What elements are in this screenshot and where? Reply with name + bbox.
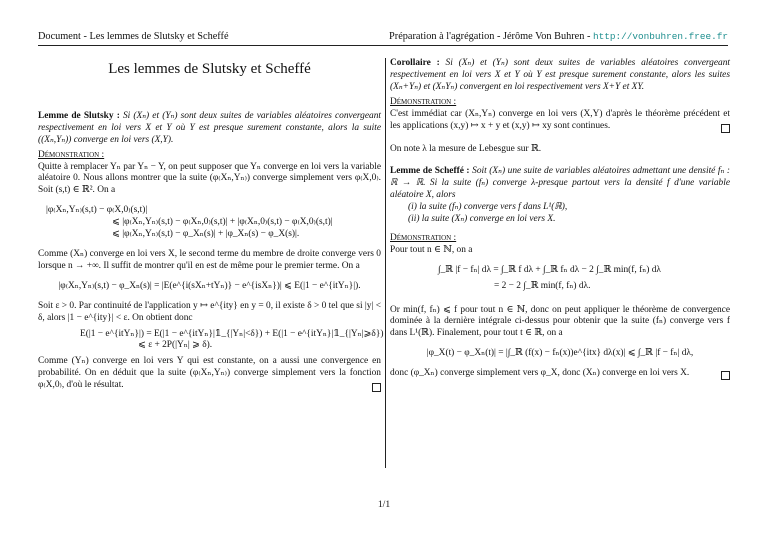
header-rule bbox=[38, 45, 728, 46]
slutsky-equation-1-line-1: |φ₍Xₙ,Yₙ₎(s,t) − φ₍X,0₎(s,t)| bbox=[46, 205, 148, 216]
slutsky-equation-1-line-3: ⩽ |φ₍Xₙ,Yₙ₎(s,t) − φ_Xₙ(s)| + |φ_Xₙ(s) − φ_X(s)|. bbox=[112, 229, 300, 240]
header-right bbox=[389, 31, 728, 45]
slutsky-demo-label: Démonstration : bbox=[38, 149, 105, 160]
corollary-statement: Si (Xₙ) et (Yₙ) sont deux suites de variables aléatoires convergeant respectivement en loi vers X et Y où Y est presque surement constante, alors les suites (Xₙ+Yₙ) et (XₙYₙ) convergent en loi respectivement vers X+Y et XY. bbox=[390, 58, 731, 92]
scheffe-demo-label: Démonstration : bbox=[390, 232, 457, 243]
corollary-heading: Corollaire : bbox=[390, 58, 440, 68]
scheffe-statement: Soit (Xₙ) une suite de variables aléatoires admettant une densité fₙ : ℝ → ℝ. Si la suite (fₙ) converge λ-presque partout vers la densité f d'une variable aléatoire X, alors bbox=[390, 166, 730, 201]
scheffe-paragraph-1: Pour tout n ∈ ℕ, on a bbox=[390, 244, 473, 255]
qed-square-icon bbox=[372, 383, 381, 392]
qed-square-icon bbox=[721, 371, 730, 380]
column-divider bbox=[385, 58, 386, 468]
slutsky-paragraph-2: Comme (Xₙ) converge en loi vers X, le second terme du membre de droite converge vers 0 lorsque n → +∞. Il suffit de montrer qu'il en est de même pour le premier terme. On a bbox=[38, 248, 381, 271]
slutsky-lemma bbox=[38, 111, 381, 147]
header-right-text: Préparation à l'agrégation - Jérôme Von Buhren - bbox=[389, 31, 593, 42]
corollary bbox=[390, 58, 730, 94]
scheffe-lemma bbox=[390, 166, 730, 202]
scheffe-equation-1-line-2: = 2 − 2 ∫_ℝ min(f, fₙ) dλ. bbox=[494, 280, 591, 291]
scheffe-paragraph-2: Or min(f, fₙ) ⩽ f pour tout n ∈ ℕ, donc on peut appliquer le théorème de convergence dominée à la dernière intégrale ci-dessus pour obtenir que la suite (fₙ) converge vers f dans L¹(ℝ). Finalement, pour tout t ∈ ℝ, on a bbox=[390, 304, 730, 339]
slutsky-equation-3-line-2: ⩽ ε + 2P(|Yₙ| ⩾ δ). bbox=[138, 340, 213, 351]
corollary-paragraph-1 bbox=[390, 109, 730, 133]
slutsky-paragraph-4 bbox=[38, 356, 381, 392]
corollary-demo-label: Démonstration : bbox=[390, 96, 457, 107]
right-column bbox=[390, 58, 730, 380]
corollary-paragraph-1-text: C'est immédiat car (Xₙ,Yₙ) converge en loi vers (X,Y) d'après le théorème précédent et les applications (x,y) ↦ x + y et (x,y) ↦ xy sont continues. bbox=[390, 108, 730, 131]
scheffe-equation-2: |φ_X(t) − φ_Xₙ(t)| = |∫_ℝ (f(x) − fₙ(x))e^{itx} dλ(x)| ⩽ ∫_ℝ |f − fₙ| dλ, bbox=[426, 348, 694, 359]
slutsky-equation-2: |φ₍Xₙ,Yₙ₎(s,t) − φ_Xₙ(s)| = |E(e^{i(sXₙ+tYₙ)} − e^{isXₙ})| ⩽ E(|1 − e^{itYₙ}|). bbox=[58, 280, 361, 291]
slutsky-statement: Si (Xₙ) et (Yₙ) sont deux suites de variables aléatoires convergeant respectivement en loi vers X et Y où Y est presque surement constante, alors la suite ((Xₙ,Yₙ)) converge en loi vers (X,Y). bbox=[38, 110, 382, 145]
slutsky-equation-1-line-2: ⩽ |φ₍Xₙ,Yₙ₎(s,t) − φ₍Xₙ,0₎(s,t)| + |φ₍Xₙ,0₎(s,t) − φ₍X,0₎(s,t)| bbox=[112, 217, 333, 228]
scheffe-item-ii: (ii) la suite (Xₙ) converge en loi vers X. bbox=[408, 213, 556, 224]
page-header bbox=[38, 31, 728, 45]
slutsky-paragraph-3: Soit ε > 0. Par continuité de l'application y ↦ e^{ity} en y = 0, il existe δ > 0 tel que si |y| < δ, alors |1 − e^{ity}| < ε. On obtient donc bbox=[38, 300, 381, 323]
scheffe-paragraph-3-text: donc (φ_Xₙ) converge simplement vers φ_X, donc (Xₙ) converge en loi vers X. bbox=[390, 368, 690, 379]
scheffe-item-i: (i) la suite (fₙ) converge vers f dans L¹(ℝ), bbox=[408, 202, 568, 213]
slutsky-equation-3-line-1: E(|1 − e^{itYₙ}|) = E(|1 − e^{itYₙ}|𝟙_{|Yₙ|<δ}) + E(|1 − e^{itYₙ}|𝟙_{|Yₙ|⩾δ}) bbox=[80, 328, 384, 339]
scheffe-equation-1-line-1: ∫_ℝ |f − fₙ| dλ = ∫_ℝ f dλ + ∫_ℝ fₙ dλ − 2 ∫_ℝ min(f, fₙ) dλ bbox=[438, 264, 661, 275]
qed-square-icon bbox=[721, 124, 730, 133]
left-column bbox=[38, 58, 384, 392]
scheffe-conclusions bbox=[390, 202, 730, 226]
lebesgue-note: On note λ la mesure de Lebesgue sur ℝ. bbox=[390, 144, 542, 155]
page-number: 1/1 bbox=[377, 499, 391, 510]
slutsky-paragraph-1: Quitte à remplacer Yₙ par Yₙ − Y, on peut supposer que Yₙ converge en loi vers la variable aléatoire 0. Nous allons montrer que la suite (φ₍Xₙ,Yₙ₎) converge simplement vers φ₍X,0₎. Soit (s,t) ∈ ℝ². On a bbox=[38, 161, 381, 196]
header-url-link[interactable]: http://vonbuhren.free.fr bbox=[592, 31, 728, 42]
document-title: Les lemmes de Slutsky et Scheffé bbox=[108, 61, 311, 77]
scheffe-heading: Lemme de Scheffé : bbox=[390, 166, 470, 177]
scheffe-paragraph-3 bbox=[390, 368, 730, 380]
slutsky-heading: Lemme de Slutsky : bbox=[38, 110, 120, 121]
slutsky-paragraph-4-text: Comme (Yₙ) converge en loi vers Y qui est constante, on a aussi une convergence en probabilité. On en déduit que la suite (φ₍Xₙ,Yₙ₎) converge simplement vers la fonction φ₍X,0₎, d'où le résultat. bbox=[38, 356, 381, 391]
header-left: Document - Les lemmes de Slutsky et Scheffé bbox=[38, 31, 229, 42]
